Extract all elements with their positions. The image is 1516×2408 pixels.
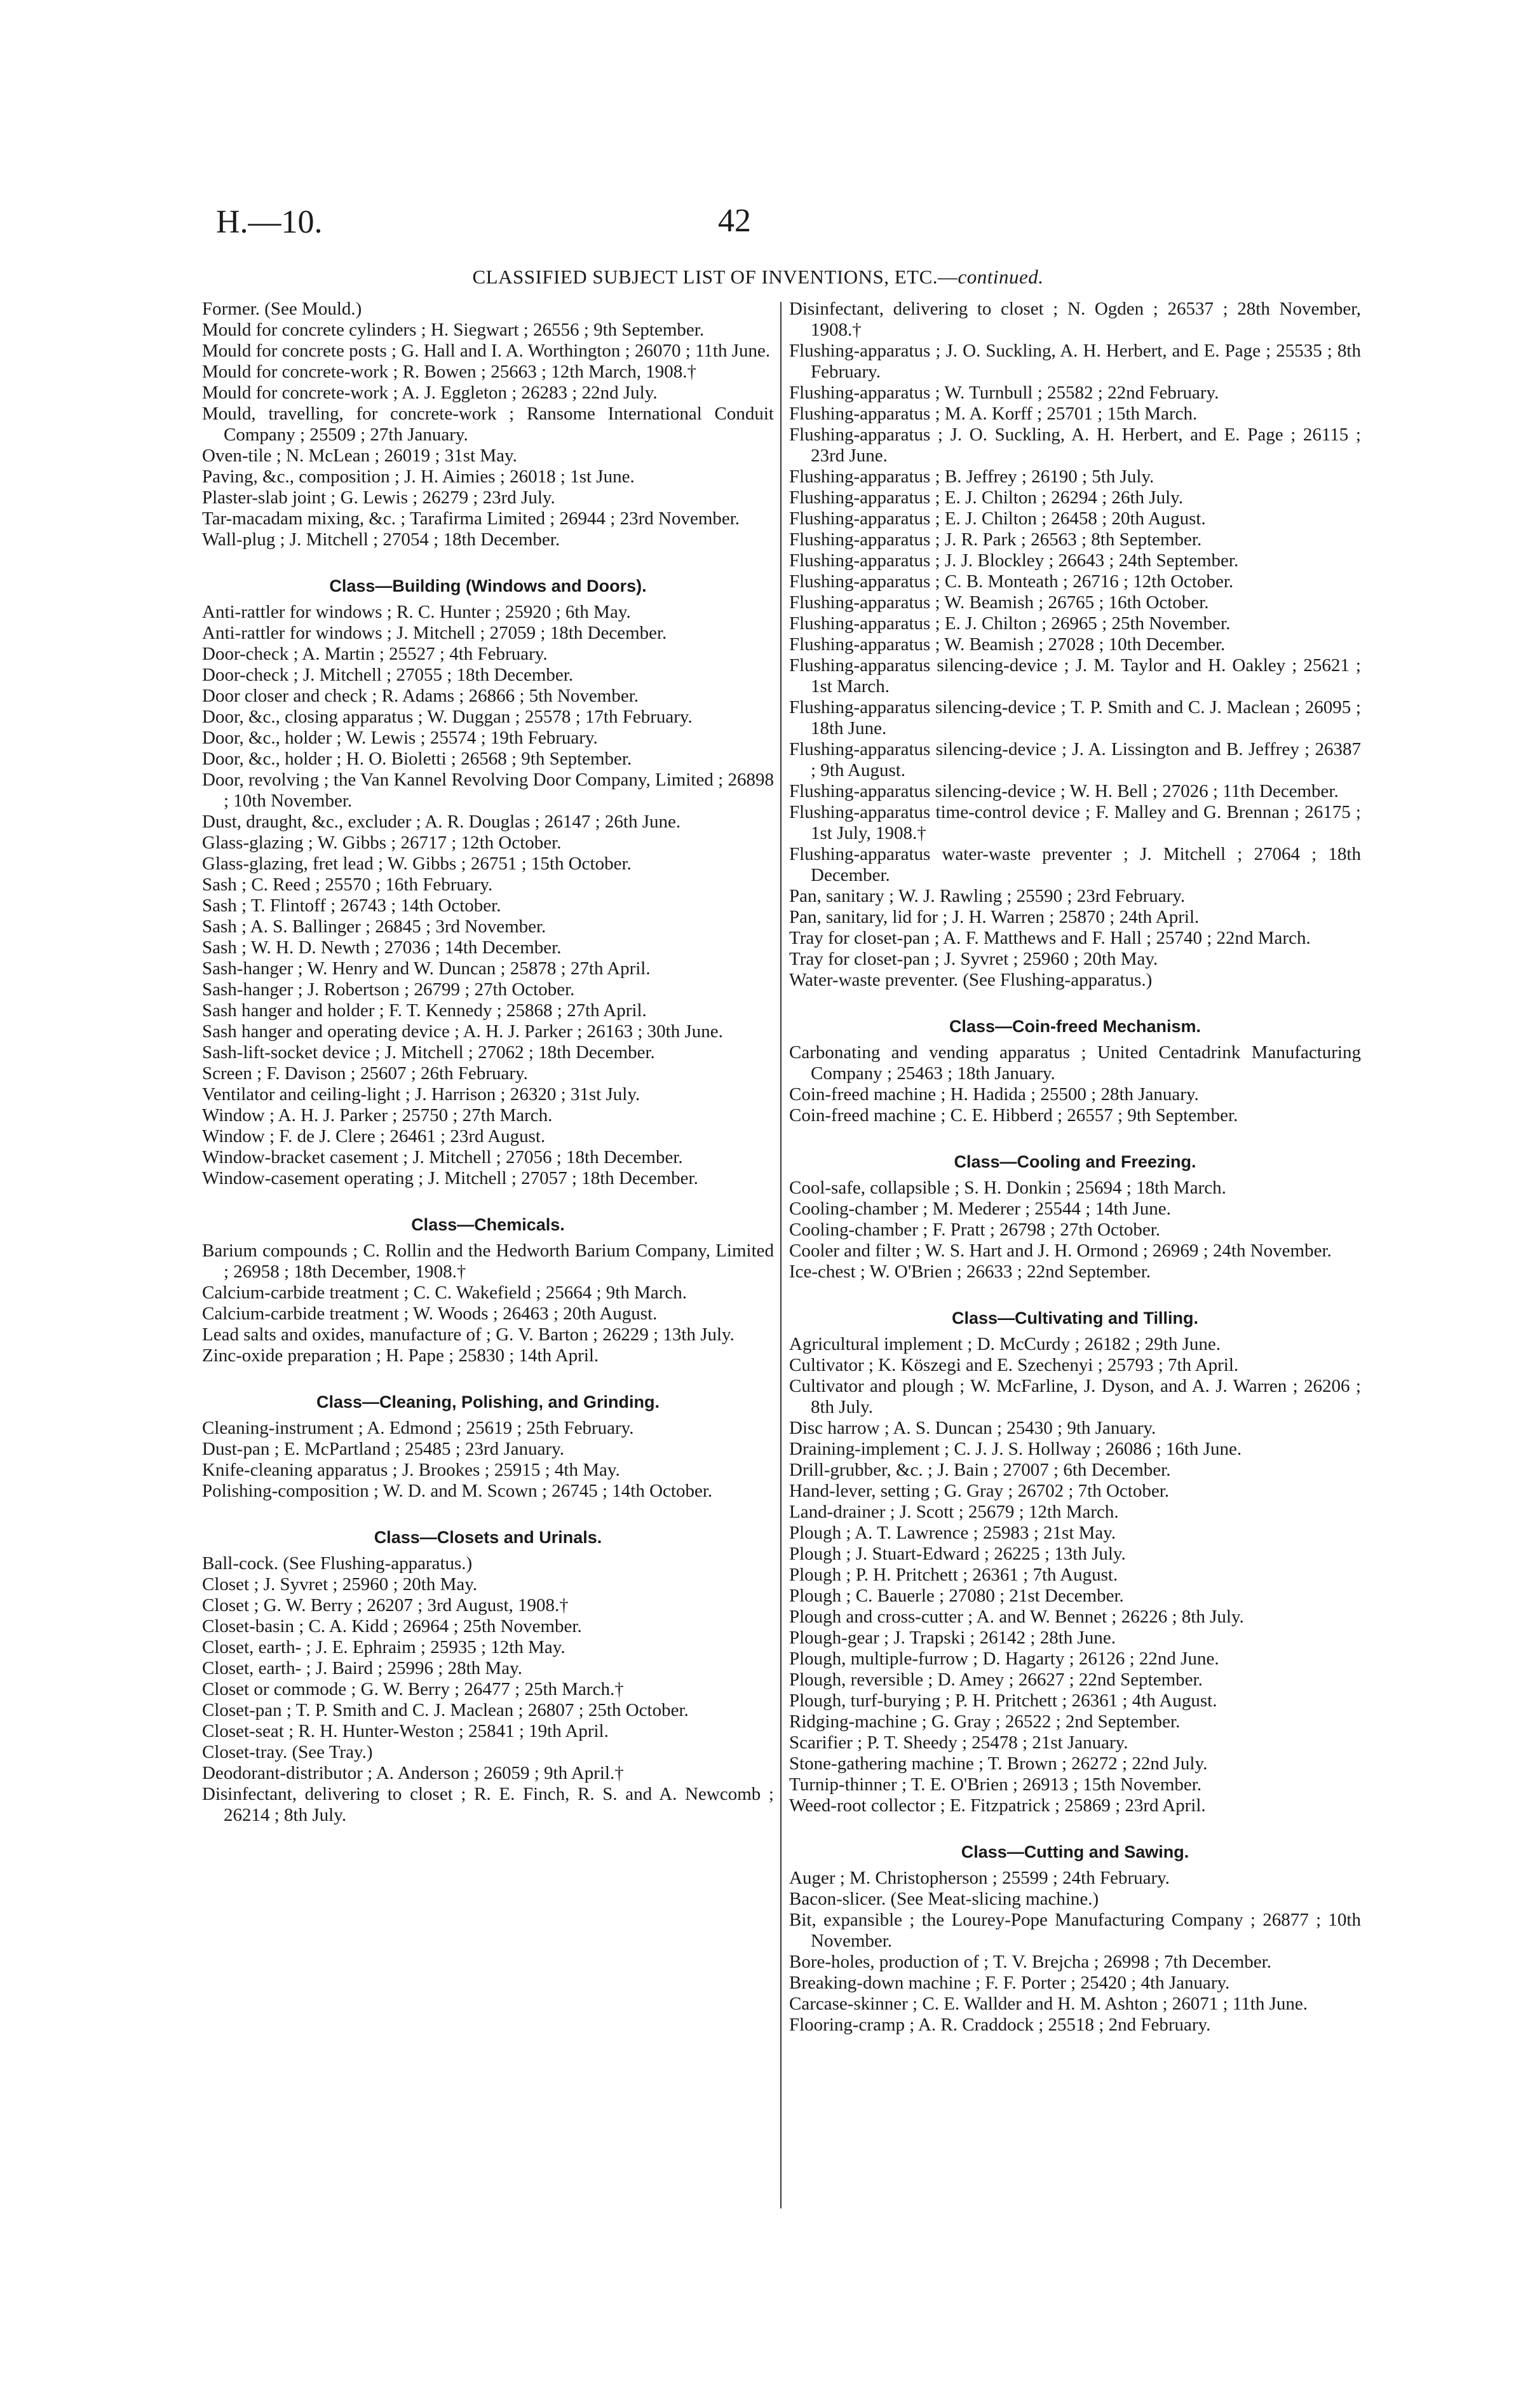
index-entry: Flushing-apparatus ; E. J. Chilton ; 26458 ; 20th August.	[789, 508, 1206, 529]
index-entry: Ice-chest ; W. O'Brien ; 26633 ; 22nd September.	[789, 1262, 1151, 1282]
index-entry: Barium compounds ; C. Rollin and the Hedworth Barium Company, Limited ; 26958 ; 18th December, 1908.†	[202, 1241, 774, 1282]
index-entry: Flushing-apparatus ; E. J. Chilton ; 26965 ; 25th November.	[789, 613, 1231, 634]
index-entry: Pan, sanitary ; W. J. Rawling ; 25590 ; 23rd February.	[789, 886, 1186, 906]
index-entry: Closet ; J. Syvret ; 25960 ; 20th May.	[202, 1574, 478, 1595]
index-entry: Breaking-down machine ; F. F. Porter ; 25420 ; 4th January.	[789, 1973, 1230, 1993]
index-entry: Door closer and check ; R. Adams ; 26866 ; 5th November.	[202, 686, 639, 706]
index-entry: Flushing-apparatus ; E. J. Chilton ; 26294 ; 26th July.	[789, 487, 1184, 508]
index-entry: Window-casement operating ; J. Mitchell ; 27057 ; 18th December.	[202, 1168, 698, 1188]
page-identifier: H.—10.	[216, 204, 323, 240]
index-entry: Glass-glazing, fret lead ; W. Gibbs ; 26751 ; 15th October.	[202, 854, 632, 874]
index-entry: Calcium-carbide treatment ; C. C. Wakefield ; 25664 ; 9th March.	[202, 1282, 687, 1303]
index-entry: Flushing-apparatus ; W. Beamish ; 26765 ; 16th October.	[789, 592, 1209, 613]
index-entry: Auger ; M. Christopherson ; 25599 ; 24th February.	[789, 1868, 1170, 1888]
class-heading: Class—Cleaning, Polishing, and Grinding.	[316, 1392, 660, 1411]
class-heading: Class—Cutting and Sawing.	[961, 1842, 1189, 1861]
index-entry: Sash ; A. S. Ballinger ; 26845 ; 3rd November.	[202, 916, 546, 937]
index-entry: Plough-gear ; J. Trapski ; 26142 ; 28th June.	[789, 1628, 1116, 1648]
index-entry: Drill-grubber, &c. ; J. Bain ; 27007 ; 6th December.	[789, 1460, 1171, 1480]
class-heading: Class—Cultivating and Tilling.	[951, 1309, 1199, 1328]
index-entry: Plough ; A. T. Lawrence ; 25983 ; 21st May.	[789, 1523, 1116, 1543]
index-entry: Tray for closet-pan ; A. F. Matthews and F. Hall ; 25740 ; 22nd March.	[789, 928, 1311, 948]
index-entry: Pan, sanitary, lid for ; J. H. Warren ; 25870 ; 24th April.	[789, 907, 1200, 927]
index-entry: Disc harrow ; A. S. Duncan ; 25430 ; 9th January.	[789, 1418, 1156, 1438]
index-entry: Flushing-apparatus ; W. Turnbull ; 25582 ; 22nd February.	[789, 383, 1219, 403]
index-entry: Flushing-apparatus silencing-device ; W. H. Bell ; 27026 ; 11th December.	[789, 781, 1339, 801]
index-entry: Flushing-apparatus ; J. O. Suckling, A. H. Herbert, and E. Page ; 25535 ; 8th February.	[789, 341, 1361, 382]
index-entry: Plough, multiple-furrow ; D. Hagarty ; 26126 ; 22nd June.	[789, 1649, 1219, 1669]
index-entry: Knife-cleaning apparatus ; J. Brookes ; 25915 ; 4th May.	[202, 1460, 620, 1480]
index-entry: Ventilator and ceiling-light ; J. Harrison ; 26320 ; 31st July.	[202, 1084, 640, 1105]
index-entry: Oven-tile ; N. McLean ; 26019 ; 31st May.	[202, 446, 517, 466]
index-entry: Flushing-apparatus ; J. O. Suckling, A. H. Herbert, and E. Page ; 26115 ; 23rd June.	[789, 425, 1361, 466]
index-entry: Door, &c., holder ; W. Lewis ; 25574 ; 19th February.	[202, 728, 598, 748]
index-entry: Flushing-apparatus ; M. A. Korff ; 25701 ; 15th March.	[789, 404, 1198, 424]
index-entry: Ball-cock. (See Flushing-apparatus.)	[202, 1553, 473, 1574]
index-entry: Window ; A. H. J. Parker ; 25750 ; 27th March.	[202, 1105, 553, 1126]
index-entry: Closet-pan ; T. P. Smith and C. J. Maclean ; 26807 ; 25th October.	[202, 1700, 689, 1720]
index-entry: Turnip-thinner ; T. E. O'Brien ; 26913 ; 15th November.	[789, 1774, 1202, 1795]
index-entry: Lead salts and oxides, manufacture of ; G. V. Barton ; 26229 ; 13th July.	[202, 1324, 734, 1345]
index-entry: Disinfectant, delivering to closet ; N. Ogden ; 26537 ; 28th November, 1908.†	[789, 299, 1361, 340]
index-entry: Hand-lever, setting ; G. Gray ; 26702 ; 7th October.	[789, 1481, 1170, 1501]
index-entry: Carcase-skinner ; C. E. Wallder and H. M. Ashton ; 26071 ; 11th June.	[789, 1994, 1308, 2014]
index-entry: Sash ; C. Reed ; 25570 ; 16th February.	[202, 874, 493, 895]
class-heading: Class—Closets and Urinals.	[374, 1528, 602, 1547]
index-entry: Bacon-slicer. (See Meat-slicing machine.)	[789, 1889, 1099, 1909]
right-column	[789, 299, 1361, 2036]
page-title	[0, 266, 1516, 289]
index-entry: Window ; F. de J. Clere ; 26461 ; 23rd August.	[202, 1126, 546, 1146]
page-title-main: CLASSIFIED SUBJECT LIST OF INVENTIONS, ETC.—	[472, 266, 958, 288]
index-entry: Closet-tray. (See Tray.)	[202, 1742, 373, 1762]
index-entry: Mould for concrete posts ; G. Hall and I. A. Worthington ; 26070 ; 11th June.	[202, 341, 771, 361]
index-entry: Mould for concrete-work ; R. Bowen ; 25663 ; 12th March, 1908.†	[202, 362, 697, 382]
index-entry: Former. (See Mould.)	[202, 299, 362, 319]
index-entry: Anti-rattler for windows ; J. Mitchell ; 27059 ; 18th December.	[202, 623, 667, 643]
index-entry: Coin-freed machine ; H. Hadida ; 25500 ; 28th January.	[789, 1084, 1199, 1105]
index-entry: Flushing-apparatus ; B. Jeffrey ; 26190 ; 5th July.	[789, 466, 1154, 487]
index-entry: Door-check ; J. Mitchell ; 27055 ; 18th December.	[202, 665, 574, 685]
index-entry: Wall-plug ; J. Mitchell ; 27054 ; 18th December.	[202, 529, 560, 550]
index-entry: Agricultural implement ; D. McCurdy ; 26182 ; 29th June.	[789, 1334, 1221, 1354]
index-entry: Closet-basin ; C. A. Kidd ; 26964 ; 25th November.	[202, 1616, 582, 1636]
index-entry: Cleaning-instrument ; A. Edmond ; 25619 ; 25th February.	[202, 1418, 634, 1438]
index-entry: Flushing-apparatus ; W. Beamish ; 27028 ; 10th December.	[789, 634, 1226, 655]
index-entry: Cultivator ; K. Köszegi and E. Szechenyi ; 25793 ; 7th April.	[789, 1355, 1239, 1375]
index-entry: Sash hanger and operating device ; A. H. J. Parker ; 26163 ; 30th June.	[202, 1021, 723, 1042]
index-entry: Tray for closet-pan ; J. Syvret ; 25960 ; 20th May.	[789, 949, 1158, 969]
index-entry: Sash ; T. Flintoff ; 26743 ; 14th October.	[202, 895, 501, 916]
index-entry: Sash-lift-socket device ; J. Mitchell ; 27062 ; 18th December.	[202, 1042, 655, 1063]
index-entry: Door, &c., holder ; H. O. Bioletti ; 26568 ; 9th September.	[202, 749, 632, 769]
index-entry: Closet ; G. W. Berry ; 26207 ; 3rd August, 1908.†	[202, 1595, 569, 1616]
index-entry: Water-waste preventer. (See Flushing-apparatus.)	[789, 970, 1153, 990]
index-entry: Scarifier ; P. T. Sheedy ; 25478 ; 21st January.	[789, 1732, 1128, 1753]
index-entry: Sash hanger and holder ; F. T. Kennedy ; 25868 ; 27th April.	[202, 1000, 647, 1021]
index-entry: Plough ; P. H. Pritchett ; 26361 ; 7th August.	[789, 1565, 1118, 1585]
index-entry: Mould, travelling, for concrete-work ; Ransome International Conduit Company ; 25509 ; 27th January.	[202, 404, 774, 445]
index-entry: Plough and cross-cutter ; A. and W. Bennet ; 26226 ; 8th July.	[789, 1607, 1244, 1627]
index-entry: Flushing-apparatus silencing-device ; J. A. Lissington and B. Jeffrey ; 26387 ; 9th August.	[789, 739, 1361, 780]
index-entry: Bore-holes, production of ; T. V. Brejcha ; 26998 ; 7th December.	[789, 1952, 1271, 1972]
class-heading: Class—Coin-freed Mechanism.	[949, 1017, 1201, 1036]
index-entry: Screen ; F. Davison ; 25607 ; 26th February.	[202, 1063, 528, 1084]
index-entry: Weed-root collector ; E. Fitzpatrick ; 25869 ; 23rd April.	[789, 1795, 1206, 1816]
index-entry: Closet or commode ; G. W. Berry ; 26477 ; 25th March.†	[202, 1679, 624, 1699]
index-entry: Plough ; J. Stuart-Edward ; 26225 ; 13th July.	[789, 1544, 1126, 1564]
index-entry: Dust-pan ; E. McPartland ; 25485 ; 23rd January.	[202, 1439, 564, 1459]
index-entry: Flushing-apparatus ; J. J. Blockley ; 26643 ; 24th September.	[789, 550, 1239, 571]
index-entry: Disinfectant, delivering to closet ; R. E. Finch, R. S. and A. Newcomb ; 26214 ; 8th July.	[202, 1784, 774, 1825]
index-entry: Door, &c., closing apparatus ; W. Duggan ; 25578 ; 17th February.	[202, 707, 693, 727]
index-entry: Flushing-apparatus ; C. B. Monteath ; 26716 ; 12th October.	[789, 571, 1234, 592]
index-entry: Tar-macadam mixing, &c. ; Tarafirma Limited ; 26944 ; 23rd November.	[202, 508, 740, 529]
index-entry: Plaster-slab joint ; G. Lewis ; 26279 ; 23rd July.	[202, 487, 555, 508]
page-title-continued: continued.	[958, 266, 1044, 288]
index-entry: Closet, earth- ; J. Baird ; 25996 ; 28th May.	[202, 1658, 522, 1678]
index-entry: Cool-safe, collapsible ; S. H. Donkin ; 25694 ; 18th March.	[789, 1178, 1226, 1198]
index-entry: Sash-hanger ; W. Henry and W. Duncan ; 25878 ; 27th April.	[202, 958, 651, 979]
index-entry: Glass-glazing ; W. Gibbs ; 26717 ; 12th October.	[202, 833, 562, 853]
index-entry: Flooring-cramp ; A. R. Craddock ; 25518 ; 2nd February.	[789, 2015, 1211, 2035]
index-entry: Door, revolving ; the Van Kannel Revolving Door Company, Limited ; 26898 ; 10th November.	[202, 770, 774, 811]
index-entry: Door-check ; A. Martin ; 25527 ; 4th February.	[202, 644, 548, 664]
index-entry: Closet-seat ; R. H. Hunter-Weston ; 25841 ; 19th April.	[202, 1721, 609, 1741]
index-entry: Plough, reversible ; D. Amey ; 26627 ; 22nd September.	[789, 1670, 1203, 1690]
index-entry: Cooling-chamber ; F. Pratt ; 26798 ; 27th October.	[789, 1220, 1161, 1240]
index-entry: Mould for concrete cylinders ; H. Siegwart ; 26556 ; 9th September.	[202, 320, 705, 340]
index-entry: Window-bracket casement ; J. Mitchell ; 27056 ; 18th December.	[202, 1147, 683, 1167]
index-entry: Sash ; W. H. D. Newth ; 27036 ; 14th December.	[202, 937, 562, 958]
index-entry: Stone-gathering machine ; T. Brown ; 26272 ; 22nd July.	[789, 1753, 1208, 1774]
index-entry: Closet, earth- ; J. E. Ephraim ; 25935 ; 12th May.	[202, 1637, 565, 1657]
class-heading: Class—Cooling and Freezing.	[954, 1152, 1196, 1171]
index-entry: Coin-freed machine ; C. E. Hibberd ; 26557 ; 9th September.	[789, 1105, 1238, 1126]
column-divider	[780, 302, 782, 2208]
index-entry: Plough, turf-burying ; P. H. Pritchett ; 26361 ; 4th August.	[789, 1690, 1217, 1711]
index-entry: Anti-rattler for windows ; R. C. Hunter ; 25920 ; 6th May.	[202, 602, 631, 622]
index-entry: Land-drainer ; J. Scott ; 25679 ; 12th March.	[789, 1502, 1119, 1522]
index-entry: Draining-implement ; C. J. J. S. Hollway ; 26086 ; 16th June.	[789, 1439, 1242, 1459]
index-entry: Cooler and filter ; W. S. Hart and J. H. Ormond ; 26969 ; 24th November.	[789, 1241, 1332, 1261]
left-column	[202, 299, 774, 1826]
index-entry: Sash-hanger ; J. Robertson ; 26799 ; 27th October.	[202, 979, 575, 1000]
index-entry: Paving, &c., composition ; J. H. Aimies ; 26018 ; 1st June.	[202, 466, 635, 487]
index-entry: Flushing-apparatus silencing-device ; J. M. Taylor and H. Oakley ; 25621 ; 1st March.	[789, 655, 1361, 697]
index-entry: Deodorant-distributor ; A. Anderson ; 26059 ; 9th April.†	[202, 1763, 624, 1783]
class-heading: Class—Building (Windows and Doors).	[329, 576, 647, 595]
index-entry: Plough ; C. Bauerle ; 27080 ; 21st December.	[789, 1586, 1124, 1606]
index-entry: Dust, draught, &c., excluder ; A. R. Douglas ; 26147 ; 26th June.	[202, 812, 681, 832]
index-entry: Calcium-carbide treatment ; W. Woods ; 26463 ; 20th August.	[202, 1303, 658, 1324]
index-entry: Flushing-apparatus time-control device ; F. Malley and G. Brennan ; 26175 ; 1st July, 1908.†	[789, 802, 1361, 843]
index-entry: Flushing-apparatus ; J. R. Park ; 26563 ; 8th September.	[789, 529, 1202, 550]
index-entry: Zinc-oxide preparation ; H. Pape ; 25830 ; 14th April.	[202, 1345, 599, 1366]
page-number: 42	[718, 203, 751, 239]
index-entry: Mould for concrete-work ; A. J. Eggleton ; 26283 ; 22nd July.	[202, 383, 658, 403]
class-heading: Class—Chemicals.	[411, 1215, 565, 1234]
index-entry: Carbonating and vending apparatus ; United Centadrink Manufacturing Company ; 25463 ; 18th January.	[789, 1042, 1361, 1084]
index-entry: Bit, expansible ; the Lourey-Pope Manufacturing Company ; 26877 ; 10th November.	[789, 1910, 1361, 1951]
index-entry: Cultivator and plough ; W. McFarline, J. Dyson, and A. J. Warren ; 26206 ; 8th July.	[789, 1376, 1361, 1417]
index-entry: Polishing-composition ; W. D. and M. Scown ; 26745 ; 14th October.	[202, 1481, 713, 1501]
index-entry: Ridging-machine ; G. Gray ; 26522 ; 2nd September.	[789, 1711, 1181, 1732]
index-entry: Flushing-apparatus water-waste preventer ; J. Mitchell ; 27064 ; 18th December.	[789, 844, 1361, 885]
index-entry: Flushing-apparatus silencing-device ; T. P. Smith and C. J. Maclean ; 26095 ; 18th June.	[789, 697, 1361, 738]
index-entry: Cooling-chamber ; M. Mederer ; 25544 ; 14th June.	[789, 1199, 1171, 1219]
